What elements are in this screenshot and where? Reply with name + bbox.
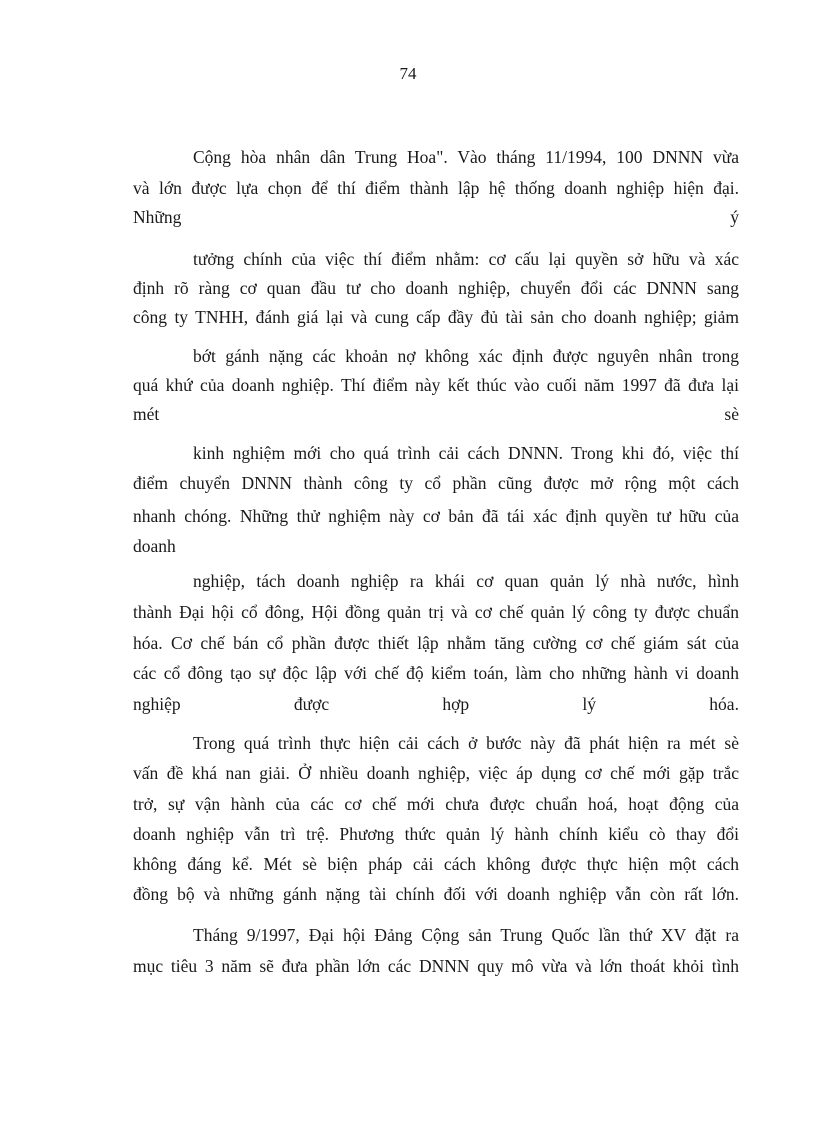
text-word: hóa. (709, 694, 739, 714)
text-word: mét (133, 404, 160, 424)
text-word: nghiệp (133, 694, 181, 714)
text-line: và lớn được lựa chọn để thí điểm thành lập hệ thống doanh nghiệp hiện đại. (133, 178, 739, 198)
text-line: mục tiêu 3 năm sẽ đưa phần lớn các DNNN quy mô vừa và lớn thoát khỏi tình (133, 956, 739, 976)
text-line: Tháng 9/1997, Đại hội Đảng Cộng sản Trung Quốc lần thứ XV đặt ra (193, 925, 739, 945)
text-line: hóa. Cơ chế bán cổ phần được thiết lập nhằm tăng cường cơ chế giám sát của (133, 633, 739, 653)
text-line: công ty TNHH, đánh giá lại và cung cấp đầy đủ tài sản cho doanh nghiệp; giảm (133, 307, 739, 327)
text-word: lý (582, 694, 597, 714)
text-word: Những (133, 207, 182, 227)
text-line: định rõ ràng cơ quan đầu tư cho doanh nghiệp, chuyển đổi các DNNN sang (133, 278, 739, 298)
text-line: các cổ đông tạo sự độc lập với chế độ kiểm toán, làm cho những hành vi doanh (133, 663, 739, 683)
text-line: doanh nghiệp vẫn trì trệ. Phương thức quản lý hành chính kiểu cò thay đổi (133, 824, 739, 844)
text-word: sè (724, 404, 739, 424)
page-number: 74 (399, 64, 417, 83)
text-line: điểm chuyển DNNN thành công ty cổ phần cũng được mở rộng một cách (133, 473, 739, 493)
text-line: Trong quá trình thực hiện cải cách ở bước này đã phát hiện ra mét sè (193, 733, 739, 753)
text-word: ý (730, 207, 739, 227)
text-line: thành Đại hội cổ đông, Hội đồng quản trị và cơ chế quản lý công ty được chuẩn (133, 602, 739, 622)
text-word: hợp (442, 694, 470, 714)
text-line: quá khứ của doanh nghiệp. Thí điểm này kết thúc vào cuối năm 1997 đã đưa lại (133, 375, 739, 395)
text-line: không đáng kể. Mét sè biện pháp cải cách không được thực hiện một cách (133, 854, 739, 874)
text-line (133, 403, 739, 425)
text-line (133, 206, 739, 228)
text-line: trở, sự vận hành của các cơ chế mới chưa được chuẩn hoá, hoạt động của (133, 794, 739, 814)
text-line: doanh (133, 536, 176, 556)
text-line: bớt gánh nặng các khoản nợ không xác định được nguyên nhân trong (193, 346, 739, 366)
text-line: tưởng chính của việc thí điểm nhằm: cơ cấu lại quyền sở hữu và xác (193, 249, 739, 269)
text-line: Cộng hòa nhân dân Trung Hoa". Vào tháng 11/1994, 100 DNNN vừa (193, 147, 739, 167)
text-line: nhanh chóng. Những thử nghiệm này cơ bản đã tái xác định quyền tư hữu của (133, 506, 739, 526)
text-line (133, 693, 739, 715)
text-line: kinh nghiệm mới cho quá trình cải cách DNNN. Trong khi đó, việc thí (193, 443, 739, 463)
text-line: nghiệp, tách doanh nghiệp ra khái cơ quan quản lý nhà nước, hình (193, 571, 739, 591)
text-line: đồng bộ và những gánh nặng tài chính đối với doanh nghiệp vẫn còn rất lớn. (133, 884, 739, 904)
text-line: vấn đề khá nan giải. Ở nhiều doanh nghiệp, việc áp dụng cơ chế mới gặp trắc (133, 763, 739, 783)
text-word: được (293, 694, 330, 714)
